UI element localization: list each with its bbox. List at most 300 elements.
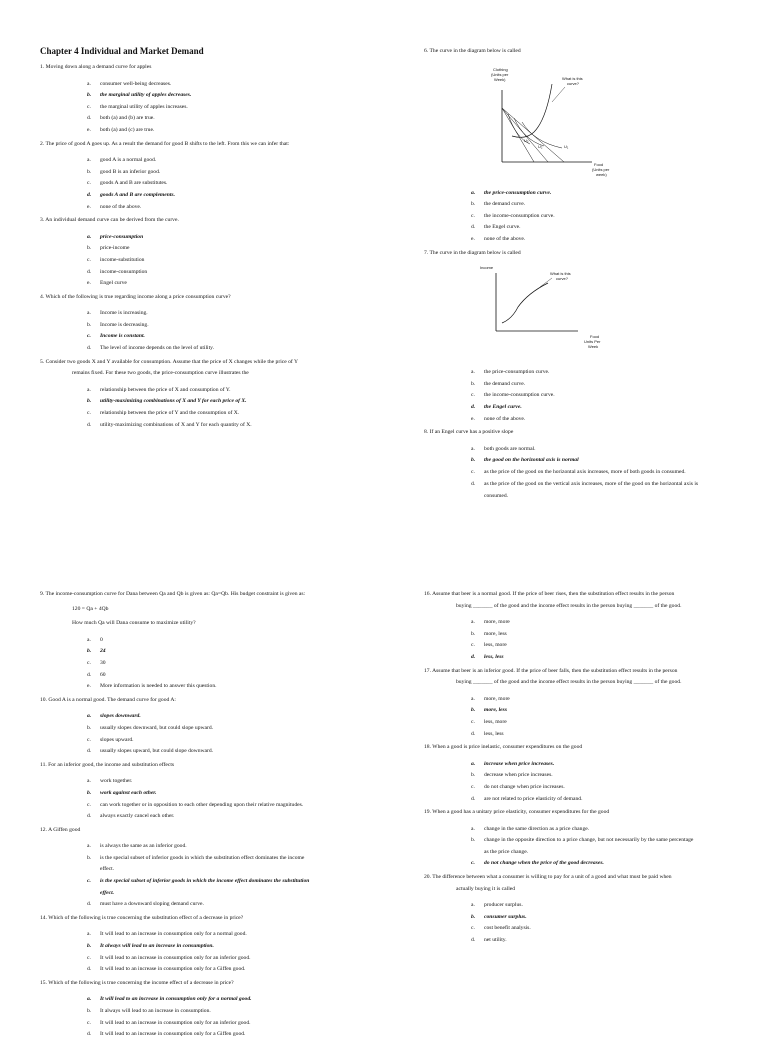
question-text-continued: buying _______ of the good and the income effect results in the person buying _______ of the good. (456, 602, 682, 609)
option-letter: a. (87, 310, 91, 317)
question-text-continued: remains fixed. For these two goods, the price-consumption curve illustrates the (72, 370, 249, 377)
question-text: 16. Assume that beer is a normal good. If the price of beer rises, then the substitution effect results in the person (424, 591, 675, 597)
option-letter: b. (471, 772, 476, 779)
question-text: 9. The income-consumption curve for Dana between Qa and Qb is given as: Qa=Qb. His budget constraint is given as: (40, 591, 306, 597)
answer-option (424, 222, 744, 234)
option-letter: d. (87, 813, 92, 820)
answer-option (424, 479, 744, 491)
option-text: It will lead to an increase in consumption only for a normal good. (100, 996, 252, 1003)
option-letter: e. (471, 235, 475, 242)
answer-option (424, 935, 744, 947)
option-text: slopes upward. (100, 736, 134, 743)
option-letter: c. (87, 878, 91, 885)
option-text: must have a downward sloping demand curve. (100, 901, 204, 908)
option-letter: b. (87, 92, 92, 99)
answer-option (40, 646, 380, 658)
option-text: 0 (100, 636, 103, 643)
option-text: 30 (100, 659, 106, 666)
option-letter: b. (87, 648, 92, 655)
option-text: more, less (484, 707, 507, 714)
option-letter: b. (87, 245, 92, 252)
option-letter: c. (87, 801, 91, 808)
option-text: Income is increasing. (100, 310, 148, 317)
option-letter: b. (471, 201, 476, 208)
option-letter: a. (87, 636, 91, 643)
option-text: change in the same direction as a price change. (484, 825, 590, 832)
option-letter: b. (87, 1008, 92, 1014)
option-text: none of the above. (484, 415, 526, 422)
answer-options (424, 900, 744, 946)
question-text: 5. Consider two goods X and Y available for consumption. Assume that the price of X changes while the price of Y (40, 358, 299, 365)
option-text: the marginal utility of apples increases. (100, 103, 188, 110)
option-letter: c. (471, 468, 475, 475)
question (40, 589, 380, 693)
x-axis-label: (Units per (592, 166, 610, 172)
option-letter: c. (471, 783, 475, 790)
option-text: less, more (484, 642, 507, 649)
option-letter: a. (471, 369, 475, 376)
annotation: What is this (562, 75, 583, 81)
question-text: 7. The curve in the diagram below is called (424, 249, 521, 256)
answer-option (40, 343, 380, 355)
option-text: decrease when price increases. (484, 772, 553, 779)
answer-option (40, 670, 380, 682)
answer-option (40, 735, 380, 747)
question-text: 11. For an inferior good, the income and substitution effects (40, 761, 175, 768)
answer-option (40, 232, 380, 244)
option-letter: a. (87, 996, 92, 1003)
option-text: is always the same as an inferior good. (100, 843, 187, 850)
option-letter: a. (87, 843, 91, 850)
option-text: It always will lead to an increase in consumption. (100, 1008, 211, 1014)
answer-option (40, 278, 380, 290)
option-text: slopes downward. (100, 713, 141, 720)
question (40, 215, 380, 290)
answer-option (424, 759, 744, 771)
option-text: It will lead to an increase in consumption only for a Giffen good. (100, 1031, 246, 1038)
question (424, 742, 744, 805)
option-letter: a. (471, 902, 475, 909)
answer-option (40, 1029, 380, 1041)
y-axis-label: Clothing (493, 66, 508, 72)
option-text: is the special subset of inferior goods in which the income effect dominates the substitution (100, 878, 310, 885)
option-letter: a. (471, 619, 475, 626)
question-text: 10. Good A is a normal good. The demand curve for good A: (40, 696, 176, 703)
answer-option (40, 113, 380, 125)
question-text: 4. Which of the following is true regarding income along a price consumption curve? (40, 293, 231, 300)
question-text: 6. The curve in the diagram below is called (424, 48, 521, 54)
option-text: effect. (100, 866, 115, 873)
question (40, 978, 380, 1041)
option-text: change in the opposite direction to a price change, but not necessarily by the same percentage (484, 837, 694, 844)
answer-option (40, 320, 380, 332)
answer-option-continued (40, 888, 380, 900)
option-letter: c. (87, 103, 91, 110)
answer-option (40, 853, 380, 865)
answer-option (40, 331, 380, 343)
option-letter: c. (87, 256, 91, 263)
option-letter: e. (87, 280, 91, 287)
x-axis-label: Food (594, 161, 604, 167)
answer-option (424, 835, 744, 847)
option-text: is the special subset of inferior goods in which the substitution effect dominates the income (100, 854, 305, 861)
option-text: goods A and B are complements. (100, 191, 176, 198)
option-text: the income-consumption curve. (484, 212, 555, 219)
answer-option (40, 929, 380, 941)
curve-label: U₁ (564, 143, 569, 149)
option-text: effect. (100, 889, 115, 896)
answer-option (40, 243, 380, 255)
option-letter: b. (87, 321, 92, 328)
answer-option (424, 211, 744, 223)
answer-option (424, 414, 744, 426)
option-text: the good on the horizontal axis is normal (484, 457, 579, 464)
answer-option (40, 681, 380, 693)
option-text: as the price of the good on the vertical axis increases, more of the good on the horizontal axis is (484, 480, 699, 487)
option-letter: a. (87, 80, 91, 87)
answer-options (40, 635, 380, 693)
option-text: both (a) and (b) are true. (100, 115, 155, 122)
answer-option (40, 953, 380, 965)
question (424, 427, 744, 503)
option-letter: b. (87, 943, 92, 950)
option-text: the Engel curve. (484, 403, 522, 410)
answer-option (40, 964, 380, 976)
question (40, 913, 380, 976)
answer-option (40, 800, 380, 812)
option-letter: b. (87, 724, 92, 731)
option-text: both goods are normal. (484, 445, 536, 452)
option-letter: a. (87, 713, 92, 720)
answer-options (424, 617, 744, 663)
option-letter: c. (471, 212, 475, 219)
option-text: It will lead to an increase in consumption only for a Giffen good. (100, 966, 246, 973)
question (424, 589, 744, 664)
option-letter: c. (87, 659, 91, 666)
question-text: 8. If an Engel curve has a positive slope (424, 429, 514, 436)
question (40, 695, 380, 758)
option-letter: b. (87, 854, 92, 861)
option-letter: a. (471, 189, 476, 196)
option-letter: a. (87, 778, 91, 785)
option-text: consumer surplus. (484, 913, 527, 920)
question-text: 17. Assume that beer is an inferior good. If the price of beer falls, then the substitution effect results in the person (424, 667, 678, 674)
option-letter: d. (87, 191, 92, 198)
question-text-continued: buying _______ of the good and the income effect results in the person buying _______ of the good. (456, 679, 682, 686)
option-text: do not change when price increases. (484, 783, 565, 790)
question (40, 139, 380, 214)
answer-option (40, 408, 380, 420)
answer-options (424, 824, 744, 870)
option-letter: a. (471, 760, 476, 767)
answer-option (40, 811, 380, 823)
option-letter: a. (87, 157, 91, 164)
option-text: work against each other. (100, 789, 157, 796)
option-letter: e. (471, 415, 475, 422)
answer-option (424, 390, 744, 402)
question (40, 357, 380, 432)
option-text: the price-consumption curve. (484, 369, 550, 376)
answer-option (40, 723, 380, 735)
answer-option (40, 267, 380, 279)
answer-option (40, 79, 380, 91)
option-letter: d. (471, 480, 476, 487)
answer-options (40, 385, 380, 431)
question (40, 825, 380, 911)
option-text: can work together or in opposition to each other depending upon their relative magnitudes. (100, 801, 304, 808)
option-letter: c. (87, 410, 91, 417)
column-bottom-left (40, 587, 380, 1042)
answer-option (40, 255, 380, 267)
option-letter: a. (471, 825, 475, 832)
option-text: cost benefit analysis. (484, 925, 531, 932)
answer-option (40, 420, 380, 432)
option-letter: b. (471, 913, 476, 920)
answer-option (40, 776, 380, 788)
option-text: more, less (484, 630, 507, 637)
diagram-svg (472, 62, 612, 182)
answer-option (40, 788, 380, 800)
figure-price-consumption (472, 62, 744, 182)
answer-option (424, 379, 744, 391)
option-text: the demand curve. (484, 201, 526, 208)
option-text: the Engel curve. (484, 224, 521, 231)
question (40, 62, 380, 137)
option-letter: a. (471, 695, 475, 702)
option-letter: a. (87, 931, 91, 938)
option-text: do not change when the price of the good decreases. (484, 860, 604, 867)
annotation: curve? (556, 276, 569, 282)
option-text: more, more (484, 695, 510, 702)
option-text: less, less (484, 730, 504, 737)
answer-options (40, 308, 380, 354)
option-text: net utility. (484, 937, 507, 944)
answer-option (40, 308, 380, 320)
option-letter: d. (87, 1031, 92, 1038)
x-axis-label: Week (588, 344, 599, 350)
option-letter: a. (87, 233, 92, 240)
curve-label: U₂ (538, 143, 543, 149)
answer-option (424, 729, 744, 741)
answer-options (424, 188, 744, 246)
option-text: income-consumption (100, 268, 148, 275)
question-text: 20. The difference between what a consumer is willing to pay for a unit of a good and what must be paid when (424, 874, 672, 881)
option-text: utility-maximizing combinations of X and Y for each quantity of X. (100, 421, 252, 428)
option-text: income-substitution (100, 256, 145, 263)
question (424, 872, 744, 947)
column-top-right (424, 44, 744, 504)
answer-option-continued (424, 847, 744, 859)
x-axis-label: Units Per (584, 339, 601, 345)
option-text: 60 (100, 671, 106, 678)
option-text: good B is an inferior good. (100, 168, 161, 175)
answer-option (424, 188, 744, 200)
column-top-left (40, 44, 380, 432)
answer-option (40, 899, 380, 911)
answer-option (424, 444, 744, 456)
curve-label: U₃ (524, 137, 529, 143)
question-text: 2. The price of good A goes up. As a result the demand for good B shifts to the left. From this we can infer that: (40, 140, 290, 147)
answer-option (40, 396, 380, 408)
answer-option (40, 746, 380, 758)
answer-option-continued (424, 491, 744, 503)
option-text: It will lead to an increase in consumption only for an inferior good. (100, 954, 251, 961)
answer-option (424, 455, 744, 467)
y-axis-label: Income (480, 265, 494, 271)
option-text: 24 (100, 648, 106, 655)
answer-options (40, 994, 380, 1040)
option-letter: a. (471, 445, 475, 452)
question-text-continued: actually buying it is called (456, 885, 516, 892)
option-letter: e. (87, 126, 91, 133)
option-letter: d. (87, 671, 92, 678)
option-text: price-income (100, 245, 130, 252)
answer-option (40, 941, 380, 953)
option-text: more, more (484, 619, 510, 626)
answer-options (40, 155, 380, 213)
question (40, 292, 380, 355)
option-text: It always will lead to an increase in consumption. (100, 943, 214, 950)
annotation: What is this (550, 271, 571, 277)
answer-option (40, 202, 380, 214)
answer-option (40, 178, 380, 190)
answer-option (424, 794, 744, 806)
answer-option (424, 640, 744, 652)
option-letter: d. (87, 748, 92, 755)
answer-options (40, 776, 380, 822)
option-letter: c. (471, 860, 475, 867)
option-text: relationship between the price of X and consumption of Y. (100, 386, 231, 393)
option-letter: a. (87, 386, 91, 393)
answer-options (40, 841, 380, 911)
answer-option (424, 824, 744, 836)
diagram-svg (476, 263, 616, 361)
option-text: utility-maximizing combinations of X and Y for each price of X. (100, 398, 247, 405)
option-text: less, less (484, 653, 504, 660)
option-text: consumed. (484, 493, 509, 500)
option-letter: d. (87, 345, 92, 352)
x-axis-label: Food (590, 334, 600, 340)
answer-option (40, 125, 380, 137)
answer-option (424, 402, 744, 414)
question-text: 12. A Giffen good (40, 826, 81, 833)
question-text: 14. Which of the following is true concerning the substitution effect of a decrease in price? (40, 914, 244, 921)
answer-options (424, 367, 744, 425)
option-text: increase when price increases. (484, 760, 555, 767)
answer-option (40, 190, 380, 202)
option-letter: d. (87, 901, 92, 908)
option-text: the income-consumption curve. (484, 392, 555, 399)
answer-option (424, 912, 744, 924)
option-letter: c. (471, 392, 475, 399)
option-text: producer surplus. (484, 902, 523, 909)
answer-option (424, 467, 744, 479)
option-text: good A is a normal good. (100, 157, 157, 164)
option-text: none of the above. (100, 203, 142, 210)
answer-options (424, 444, 744, 503)
option-text: the marginal utility of apples decreases. (100, 92, 192, 99)
option-text: It will lead to an increase in consumption only for a normal good. (100, 931, 247, 938)
option-text: the price-consumption curve. (484, 189, 552, 196)
answer-option (40, 385, 380, 397)
option-letter: d. (471, 730, 476, 737)
answer-option (424, 923, 744, 935)
question (424, 46, 744, 246)
answer-option (40, 658, 380, 670)
answer-options (40, 929, 380, 975)
option-letter: d. (471, 653, 476, 660)
answer-option (424, 234, 744, 246)
answer-option (424, 629, 744, 641)
answer-option-continued (40, 864, 380, 876)
answer-options (40, 711, 380, 757)
option-letter: c. (87, 1019, 91, 1026)
option-text: consumer well-being decreases. (100, 80, 172, 87)
answer-option (40, 167, 380, 179)
question (424, 807, 744, 870)
answer-option (424, 617, 744, 629)
option-letter: c. (471, 925, 475, 932)
question (424, 248, 744, 426)
option-text: usually slopes downward, but could slope upward. (100, 724, 214, 731)
option-text: Income is constant. (100, 333, 145, 340)
answer-options (40, 79, 380, 137)
question-text: 1. Moving down along a demand curve for apples (40, 64, 152, 70)
sub-question: How much Qa will Dana consume to maximize utility? (72, 620, 196, 627)
answer-option (424, 705, 744, 717)
option-letter: b. (471, 457, 476, 464)
option-text: goods A and B are substitutes. (100, 180, 168, 187)
option-letter: d. (87, 421, 92, 428)
y-axis-label: Week) (494, 76, 506, 82)
answer-option (40, 876, 380, 888)
answer-option (424, 652, 744, 664)
column-bottom-right (424, 587, 744, 948)
option-text: work together. (100, 778, 133, 785)
answer-option (424, 717, 744, 729)
option-text: always exactly cancel each other. (100, 813, 175, 820)
answer-option (424, 694, 744, 706)
annotation: curve? (567, 80, 580, 86)
option-letter: c. (87, 180, 91, 187)
option-letter: d. (471, 224, 476, 231)
answer-options (424, 694, 744, 740)
answer-option (40, 102, 380, 114)
option-letter: d. (471, 937, 476, 944)
option-text: relationship between the price of Y and the consumption of X. (100, 410, 240, 417)
option-letter: c. (471, 642, 475, 649)
answer-option (424, 199, 744, 211)
answer-option (424, 367, 744, 379)
x-axis-label: week) (596, 171, 607, 177)
option-letter: d. (471, 403, 476, 410)
option-letter: c. (87, 333, 91, 340)
option-text: It will lead to an increase in consumption only for an inferior good. (100, 1019, 251, 1026)
option-text: the demand curve. (484, 380, 526, 387)
answer-option (40, 841, 380, 853)
question-text: 18. When a good is price inelastic, consumer expenditures on the good (424, 744, 583, 751)
option-text: The level of income depends on the level of utility. (100, 345, 214, 352)
option-letter: d. (471, 795, 476, 802)
option-letter: b. (471, 707, 476, 714)
question-text: 3. An individual demand curve can be derived from the curve. (40, 217, 179, 224)
figure-engel-curve (476, 263, 744, 361)
option-letter: b. (87, 398, 92, 405)
option-text: usually slopes upward, but could slope downward. (100, 748, 214, 755)
option-letter: c. (87, 736, 91, 743)
option-text: as the price change. (484, 848, 529, 855)
question (424, 666, 744, 741)
